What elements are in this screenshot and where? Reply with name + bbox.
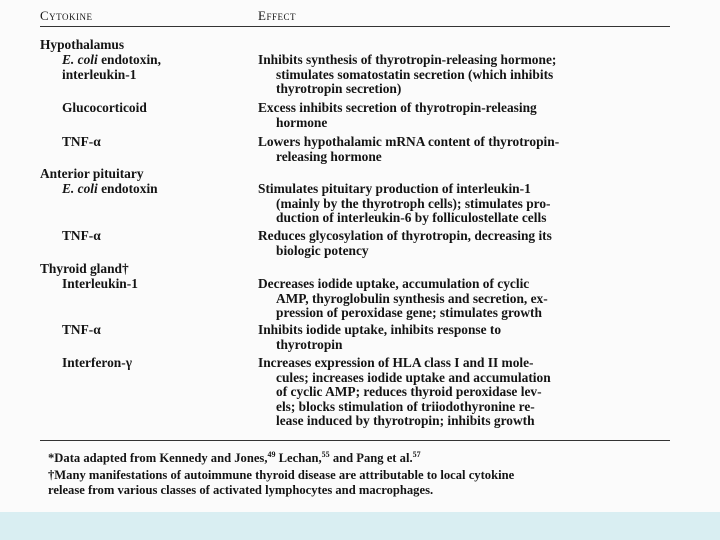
effect-cell — [258, 356, 551, 429]
effect-line: Reduces glycosylation of thyrotropin, decreasing its — [258, 228, 552, 243]
effect-cell — [258, 53, 556, 97]
effect-line: Inhibits synthesis of thyrotropin-releasing hormone; — [258, 52, 557, 67]
effect-line: Inhibits iodide uptake, inhibits response to — [258, 322, 502, 337]
cytokine-cell: E. coli endotoxin, — [62, 52, 161, 67]
organism-name: E. coli — [62, 52, 98, 67]
effect-line: releasing hormone — [276, 148, 382, 164]
effect-line: lease induced by thyrotropin; inhibits growth — [276, 413, 535, 428]
header-rule — [40, 26, 670, 27]
effect-line: pression of peroxidase gene; stimulates growth — [276, 305, 542, 320]
effect-line: els; blocks stimulation of triiodothyronine re- — [276, 398, 535, 414]
cytokine-cell-continued: interleukin-1 — [62, 67, 137, 82]
effect-line: Increases expression of HLA class I and II mole- — [258, 355, 534, 370]
effect-line: hormone — [276, 114, 328, 130]
footnote-autoimmune-continued: release from various classes of activated lymphocytes and macrophages. — [48, 483, 434, 497]
cytokine-cell: E. coli endotoxin — [62, 181, 158, 196]
footnote-data-source: *Data adapted from Kennedy and Jones,$^{49}$ Lechan,$^{55}$ and Pang et al.$^{57}$ — [48, 449, 421, 465]
effect-cell — [258, 277, 548, 321]
cytokine-cell: Glucocorticoid — [62, 100, 147, 115]
cytokine-cell: Interleukin-1 — [62, 276, 138, 291]
effect-line: thyrotropin — [276, 336, 343, 352]
section-title-anterior-pituitary: Anterior pituitary — [40, 166, 144, 181]
section-title-hypothalamus: Hypothalamus — [40, 37, 125, 52]
effect-line: Lowers hypothalamic mRNA content of thyrotropin- — [258, 134, 560, 149]
effect-line: Stimulates pituitary production of interleukin-1 — [258, 181, 531, 196]
footnote-autoimmune: †Many manifestations of autoimmune thyroid disease are attributable to local cytokine — [48, 468, 515, 482]
effect-line: Decreases iodide uptake, accumulation of cyclic — [258, 276, 530, 291]
effect-cell — [258, 182, 551, 226]
cytokine-cell: TNF-α — [62, 134, 101, 149]
effect-line: stimulates somatostatin secretion (which inhibits — [276, 66, 554, 82]
effect-cell — [258, 135, 559, 164]
effect-line: biologic potency — [276, 242, 369, 258]
column-header-cytokine: Cytokine — [40, 8, 93, 23]
slide-bottom-band — [0, 512, 720, 540]
effect-line: (mainly by the thyrotroph cells); stimulates pro- — [276, 195, 551, 211]
cytokine-cell: TNF-α — [62, 228, 101, 243]
organism-name: E. coli — [62, 181, 98, 196]
cytokine-cell: TNF-α — [62, 322, 101, 337]
effect-cell — [258, 229, 552, 258]
table-bottom-rule — [40, 440, 670, 441]
effect-cell — [258, 323, 501, 352]
effect-line: Excess inhibits secretion of thyrotropin-releasing — [258, 100, 537, 115]
effect-line: AMP, thyroglobulin synthesis and secretion, ex- — [276, 290, 548, 306]
column-header-effect: Effect — [258, 8, 296, 23]
section-title-thyroid-gland: Thyroid gland† — [40, 261, 129, 276]
effect-line: duction of interleukin-6 by folliculostellate cells — [276, 210, 547, 225]
effect-line: thyrotropin secretion) — [276, 81, 402, 96]
effect-line: cules; increases iodide uptake and accumulation — [276, 369, 551, 385]
cytokine-cell: Interferon-γ — [62, 355, 132, 370]
effect-cell — [258, 101, 537, 130]
effect-line: of cyclic AMP; reduces thyroid peroxidase lev- — [276, 384, 542, 399]
